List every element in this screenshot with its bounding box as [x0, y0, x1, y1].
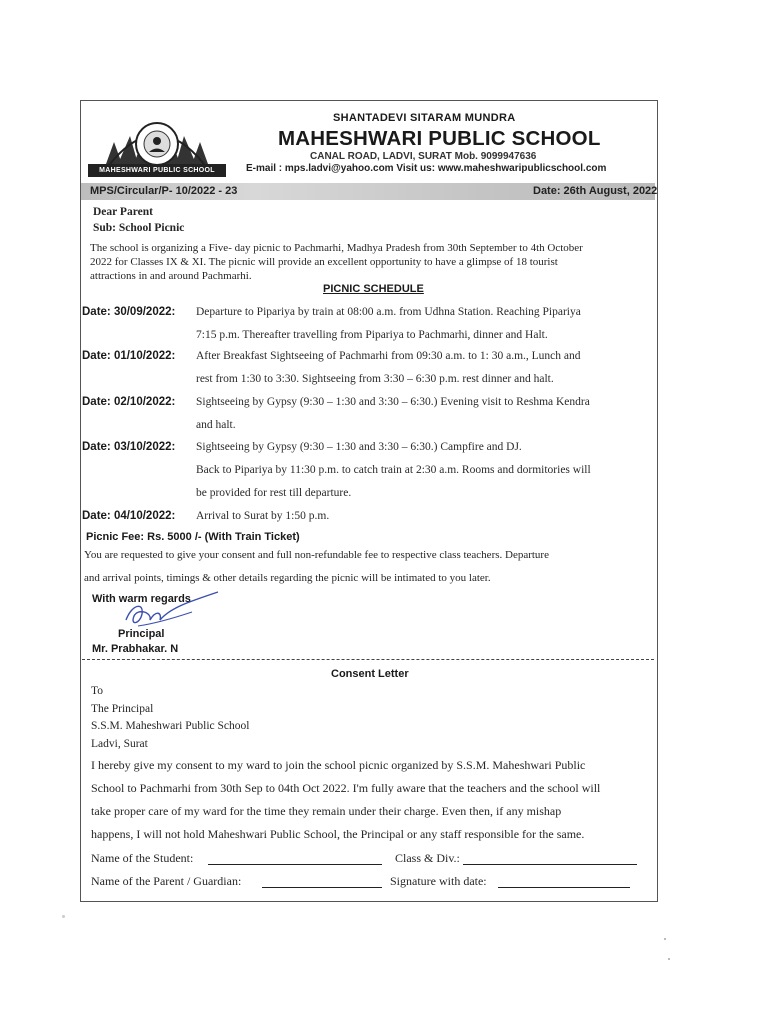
intro-line-2: 2022 for Classes IX & XI. The picnic will provide an excellent opportunity to have a glimpse of 18 tourist	[90, 256, 558, 268]
schedule-heading: PICNIC SCHEDULE	[323, 283, 424, 295]
signature-date-label: Signature with date:	[390, 874, 487, 888]
class-div-field[interactable]	[463, 864, 637, 865]
logo-banner: MAHESHWARI PUBLIC SCHOOL	[88, 164, 226, 177]
schedule-date-5: Date: 04/10/2022:	[82, 510, 176, 522]
schedule-line: Sightseeing by Gypsy (9:30 – 1:30 and 3:30 – 6:30.) Evening visit to Reshma Kendra	[196, 396, 590, 408]
schedule-line: Back to Pipariya by 11:30 p.m. to catch train at 2:30 a.m. Rooms and dormitories will	[196, 464, 591, 476]
schedule-date-2: Date: 01/10/2022:	[82, 350, 176, 362]
student-name-label: Name of the Student:	[91, 851, 194, 865]
schedule-line: 7:15 p.m. Thereafter travelling from Pipariya to Pachmarhi, dinner and Halt.	[196, 329, 548, 341]
circular-date: Date: 26th August, 2022	[533, 185, 658, 197]
consent-body-3: take proper care of my ward for the time they remain under their charge. Even then, if any mishap	[91, 804, 562, 818]
schedule-line: After Breakfast Sightseeing of Pachmarhi from 09:30 a.m. to 1: 30 a.m., Lunch and	[196, 350, 581, 362]
consent-body-2: School to Pachmarhi from 30th Sep to 04th Oct 2022. I'm fully aware that the teachers and the school will	[91, 781, 601, 795]
principal-name: Mr. Prabhakar. N	[92, 643, 179, 655]
fee-line-2: and arrival points, timings & other details regarding the picnic will be intimated to you later.	[84, 572, 491, 584]
signature-date-field[interactable]	[498, 887, 630, 888]
schedule-date-1: Date: 30/09/2022:	[82, 306, 176, 318]
salutation: Dear Parent	[93, 206, 153, 218]
consent-addr-1: The Principal	[91, 703, 154, 715]
consent-to: To	[91, 685, 103, 697]
consent-addr-2: S.S.M. Maheshwari Public School	[91, 720, 250, 732]
fee-line-1: You are requested to give your consent and full non-refundable fee to respective class teachers. Departure	[84, 549, 549, 561]
schedule-line: Departure to Pipariya by train at 08:00 a.m. from Udhna Station. Reaching Pipariya	[196, 306, 581, 318]
subject-line: Sub: School Picnic	[93, 222, 185, 234]
intro-line-3: attractions in and around Pachmarhi.	[90, 270, 252, 282]
circular-ref: MPS/Circular/P- 10/2022 - 23	[90, 185, 238, 197]
intro-line-1: The school is organizing a Five- day picnic to Pachmarhi, Madhya Pradesh from 30th September to 4th October	[90, 242, 583, 254]
schedule-line: Sightseeing by Gypsy (9:30 – 1:30 and 3:30 – 6:30.) Campfire and DJ.	[196, 441, 522, 453]
school-address: CANAL ROAD, LADVI, SURAT Mob. 9099947636	[310, 151, 537, 162]
school-contact: E-mail : mps.ladvi@yahoo.com Visit us: www.maheshwaripublicschool.com	[246, 163, 607, 174]
consent-addr-3: Ladvi, Surat	[91, 738, 148, 750]
regards-text: With warm regards	[92, 593, 191, 605]
scan-speck	[664, 938, 666, 940]
school-name: MAHESHWARI PUBLIC SCHOOL	[278, 127, 601, 150]
picnic-fee: Picnic Fee: Rs. 5000 /- (With Train Ticket)	[86, 531, 300, 543]
trust-name: SHANTADEVI SITARAM MUNDRA	[333, 112, 516, 124]
consent-heading: Consent Letter	[331, 668, 409, 680]
student-name-field[interactable]	[208, 864, 382, 865]
schedule-date-4: Date: 03/10/2022:	[82, 441, 176, 453]
principal-title: Principal	[118, 628, 165, 640]
parent-name-field[interactable]	[262, 887, 382, 888]
schedule-line: and halt.	[196, 419, 236, 431]
consent-body-1: I hereby give my consent to my ward to join the school picnic organized by S.S.M. Maheshwari Public	[91, 758, 586, 772]
schedule-line: rest from 1:30 to 3:30. Sightseeing from 3:30 – 6:30 p.m. rest dinner and halt.	[196, 373, 554, 385]
class-div-label: Class & Div.:	[395, 851, 460, 865]
scan-speck	[668, 958, 670, 960]
cut-line-divider	[82, 659, 654, 660]
scan-speck	[62, 915, 65, 918]
schedule-line: be provided for rest till departure.	[196, 487, 352, 499]
schedule-line: Arrival to Surat by 1:50 p.m.	[196, 510, 330, 522]
parent-name-label: Name of the Parent / Guardian:	[91, 874, 242, 888]
schedule-date-3: Date: 02/10/2022:	[82, 396, 176, 408]
consent-body-4: happens, I will not hold Maheshwari Public School, the Principal or any staff responsible for the same.	[91, 827, 585, 841]
